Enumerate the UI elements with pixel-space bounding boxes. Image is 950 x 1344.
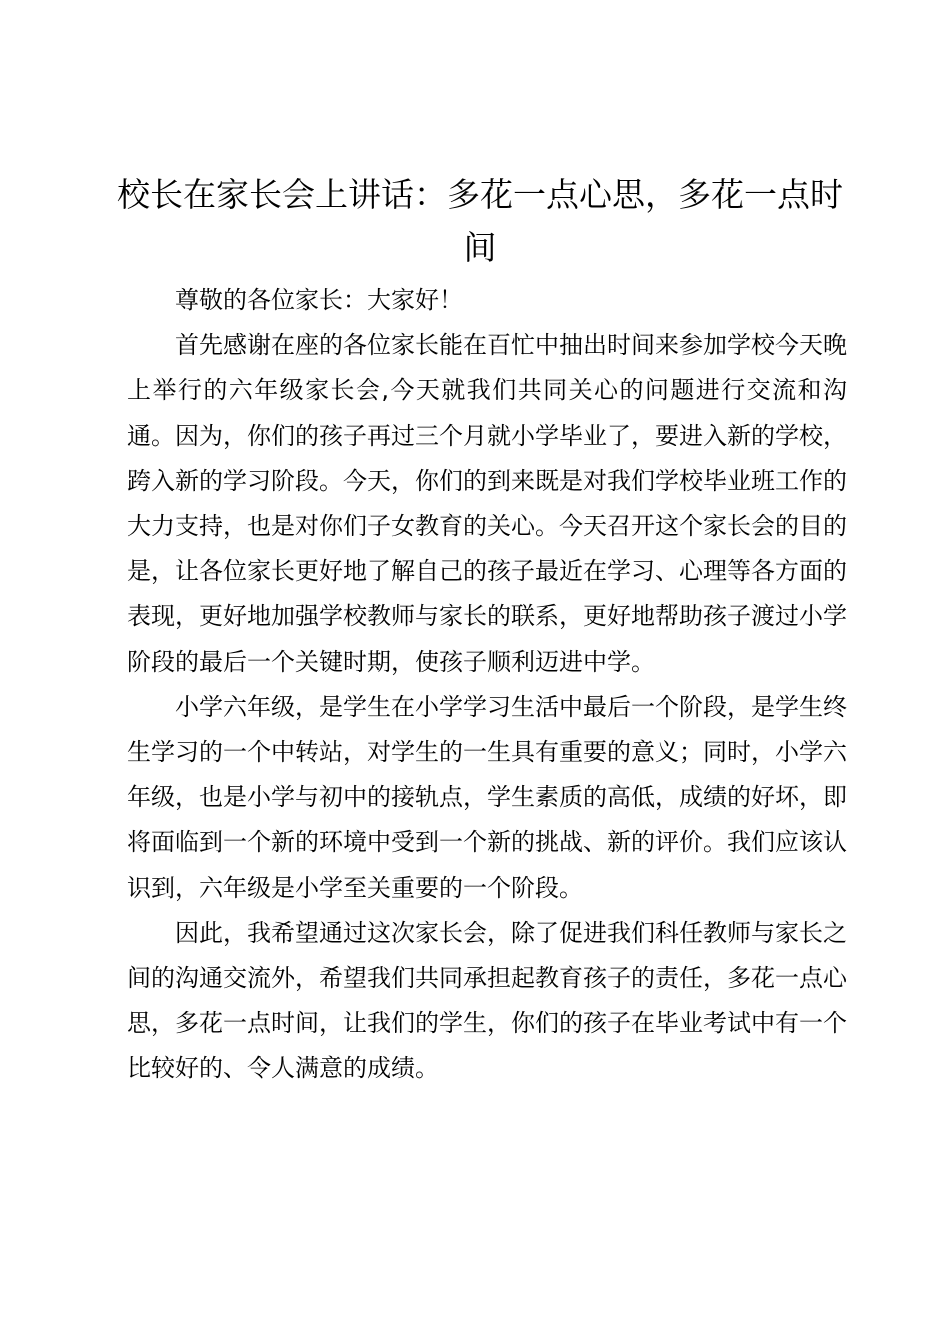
document-body <box>127 278 847 1092</box>
paragraph-2: 小学六年级，是学生在小学学习生活中最后一个阶段，是学生终生学习的一个中转站，对学生的一生具有重要的意义；同时，小学六年级，也是小学与初中的接轨点，学生素质的高低，成绩的好坏，即将面临到一个新的环境中受到一个新的挑战、新的评价。我们应该认识到，六年级是小学至关重要的一个阶段。 <box>127 692 847 902</box>
paragraph-greeting: 尊敬的各位家长：大家好！ <box>175 286 463 314</box>
paragraph-3: 因此，我希望通过这次家长会，除了促进我们科任教师与家长之间的沟通交流外，希望我们共同承担起教育孩子的责任，多花一点心思，多花一点时间，让我们的学生，你们的孩子在毕业考试中有一个比较好的、令人满意的成绩。 <box>127 918 847 1083</box>
document-title: 校长在家长会上讲话：多花一点心思，多花一点时间 <box>117 175 843 267</box>
paragraph-1: 首先感谢在座的各位家长能在百忙中抽出时间来参加学校今天晚上举行的六年级家长会,今天就我们共同关心的问题进行交流和沟通。因为，你们的孩子再过三个月就小学毕业了，要进入新的学校，跨入新的学习阶段。今天，你们的到来既是对我们学校毕业班工作的大力支持，也是对你们子女教育的关心。今天召开这个家长会的目的是，让各位家长更好地了解自己的孩子最近在学习、心理等各方面的表现，更好地加强学校教师与家长的联系，更好地帮助孩子渡过小学阶段的最后一个关键时期，使孩子顺利迈进中学。 <box>127 331 847 676</box>
